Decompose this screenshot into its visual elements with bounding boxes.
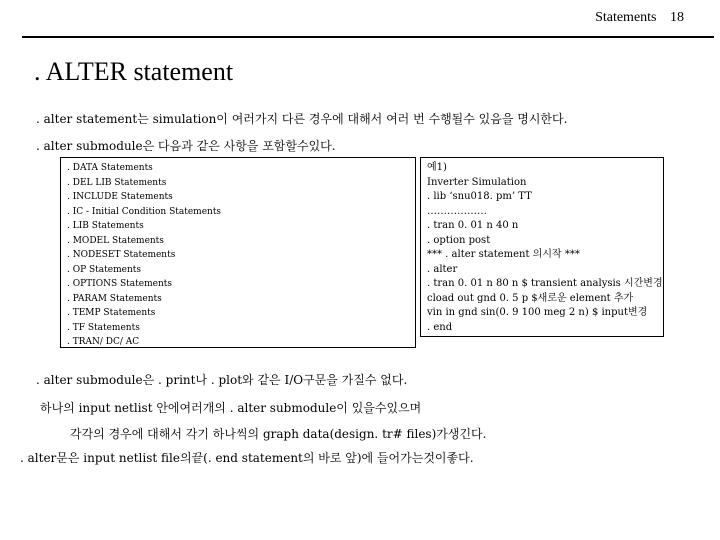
code-line: cload out gnd 0. 5 p $새로운 element 추가 — [427, 292, 634, 304]
list-item: . NODESET Statements — [67, 250, 176, 260]
code-line: . end — [427, 321, 453, 333]
example-code-box — [420, 157, 664, 337]
intro-line-2: . alter submodule은 다음과 같은 사항을 포함할수있다. — [36, 139, 336, 153]
code-line: ……………… — [427, 205, 487, 217]
outro-line-1: . alter submodule은 . print나 . plot와 같은 I/O구문을 가질수 없다. — [36, 373, 408, 387]
header-divider — [22, 36, 714, 38]
outro-line-4: . alter문은 input netlist file의끝(. end statement의 바로 앞)에 들어가는것이좋다. — [20, 451, 474, 465]
outro-line-2: 하나의 input netlist 안에여러개의 . alter submodule이 있을수있으며 — [40, 401, 422, 415]
list-item: . MODEL Statements — [67, 235, 164, 246]
list-item: . OP Statements — [67, 264, 141, 275]
outro-line-3: 각각의 경우에 대해서 각기 하나씩의 graph data(design. tr# files)가생긴다. — [70, 427, 487, 441]
list-item: . TEMP Statements — [67, 308, 156, 318]
code-line: *** . alter statement 의시작 *** — [427, 249, 580, 260]
intro-line-1: . alter statement는 simulation이 여러가지 다른 경우에 대해서 여러 번 수행될수 있음을 명시한다. — [36, 112, 568, 126]
slide-header — [595, 10, 684, 26]
list-item: . DEL LIB Statements — [67, 177, 167, 188]
list-item: . LIB Statements — [67, 221, 144, 231]
header-title: Statements — [595, 10, 657, 25]
slide-title: . ALTER statement — [34, 57, 234, 86]
list-item: . IC - Initial Condition Statements — [67, 206, 222, 217]
page-number: 18 — [670, 10, 684, 25]
code-line: . option post — [427, 234, 491, 246]
code-line: . tran 0. 01 n 80 n $ transient analysis 시간변경 — [427, 278, 663, 289]
list-item: . TF Statements — [67, 322, 140, 333]
list-item: . DATA Statements — [67, 163, 153, 173]
list-item: . TRAN/ DC/ AC — [67, 337, 140, 347]
code-line: . alter — [427, 263, 458, 275]
code-line: vin in gnd sin(0. 9 100 meg 2 n) $ input변경 — [427, 307, 648, 318]
code-line: Inverter Simulation — [427, 176, 527, 188]
code-line: 예1) — [427, 162, 447, 173]
list-item: . PARAM Statements — [67, 293, 162, 304]
list-item: . OPTIONS Statements — [67, 279, 172, 289]
list-item: . INCLUDE Statements — [67, 192, 173, 202]
code-line: . lib ‘snu018. pm’ TT — [427, 191, 532, 202]
statements-list-box — [60, 157, 416, 348]
code-line: . tran 0. 01 n 40 n — [427, 220, 519, 231]
